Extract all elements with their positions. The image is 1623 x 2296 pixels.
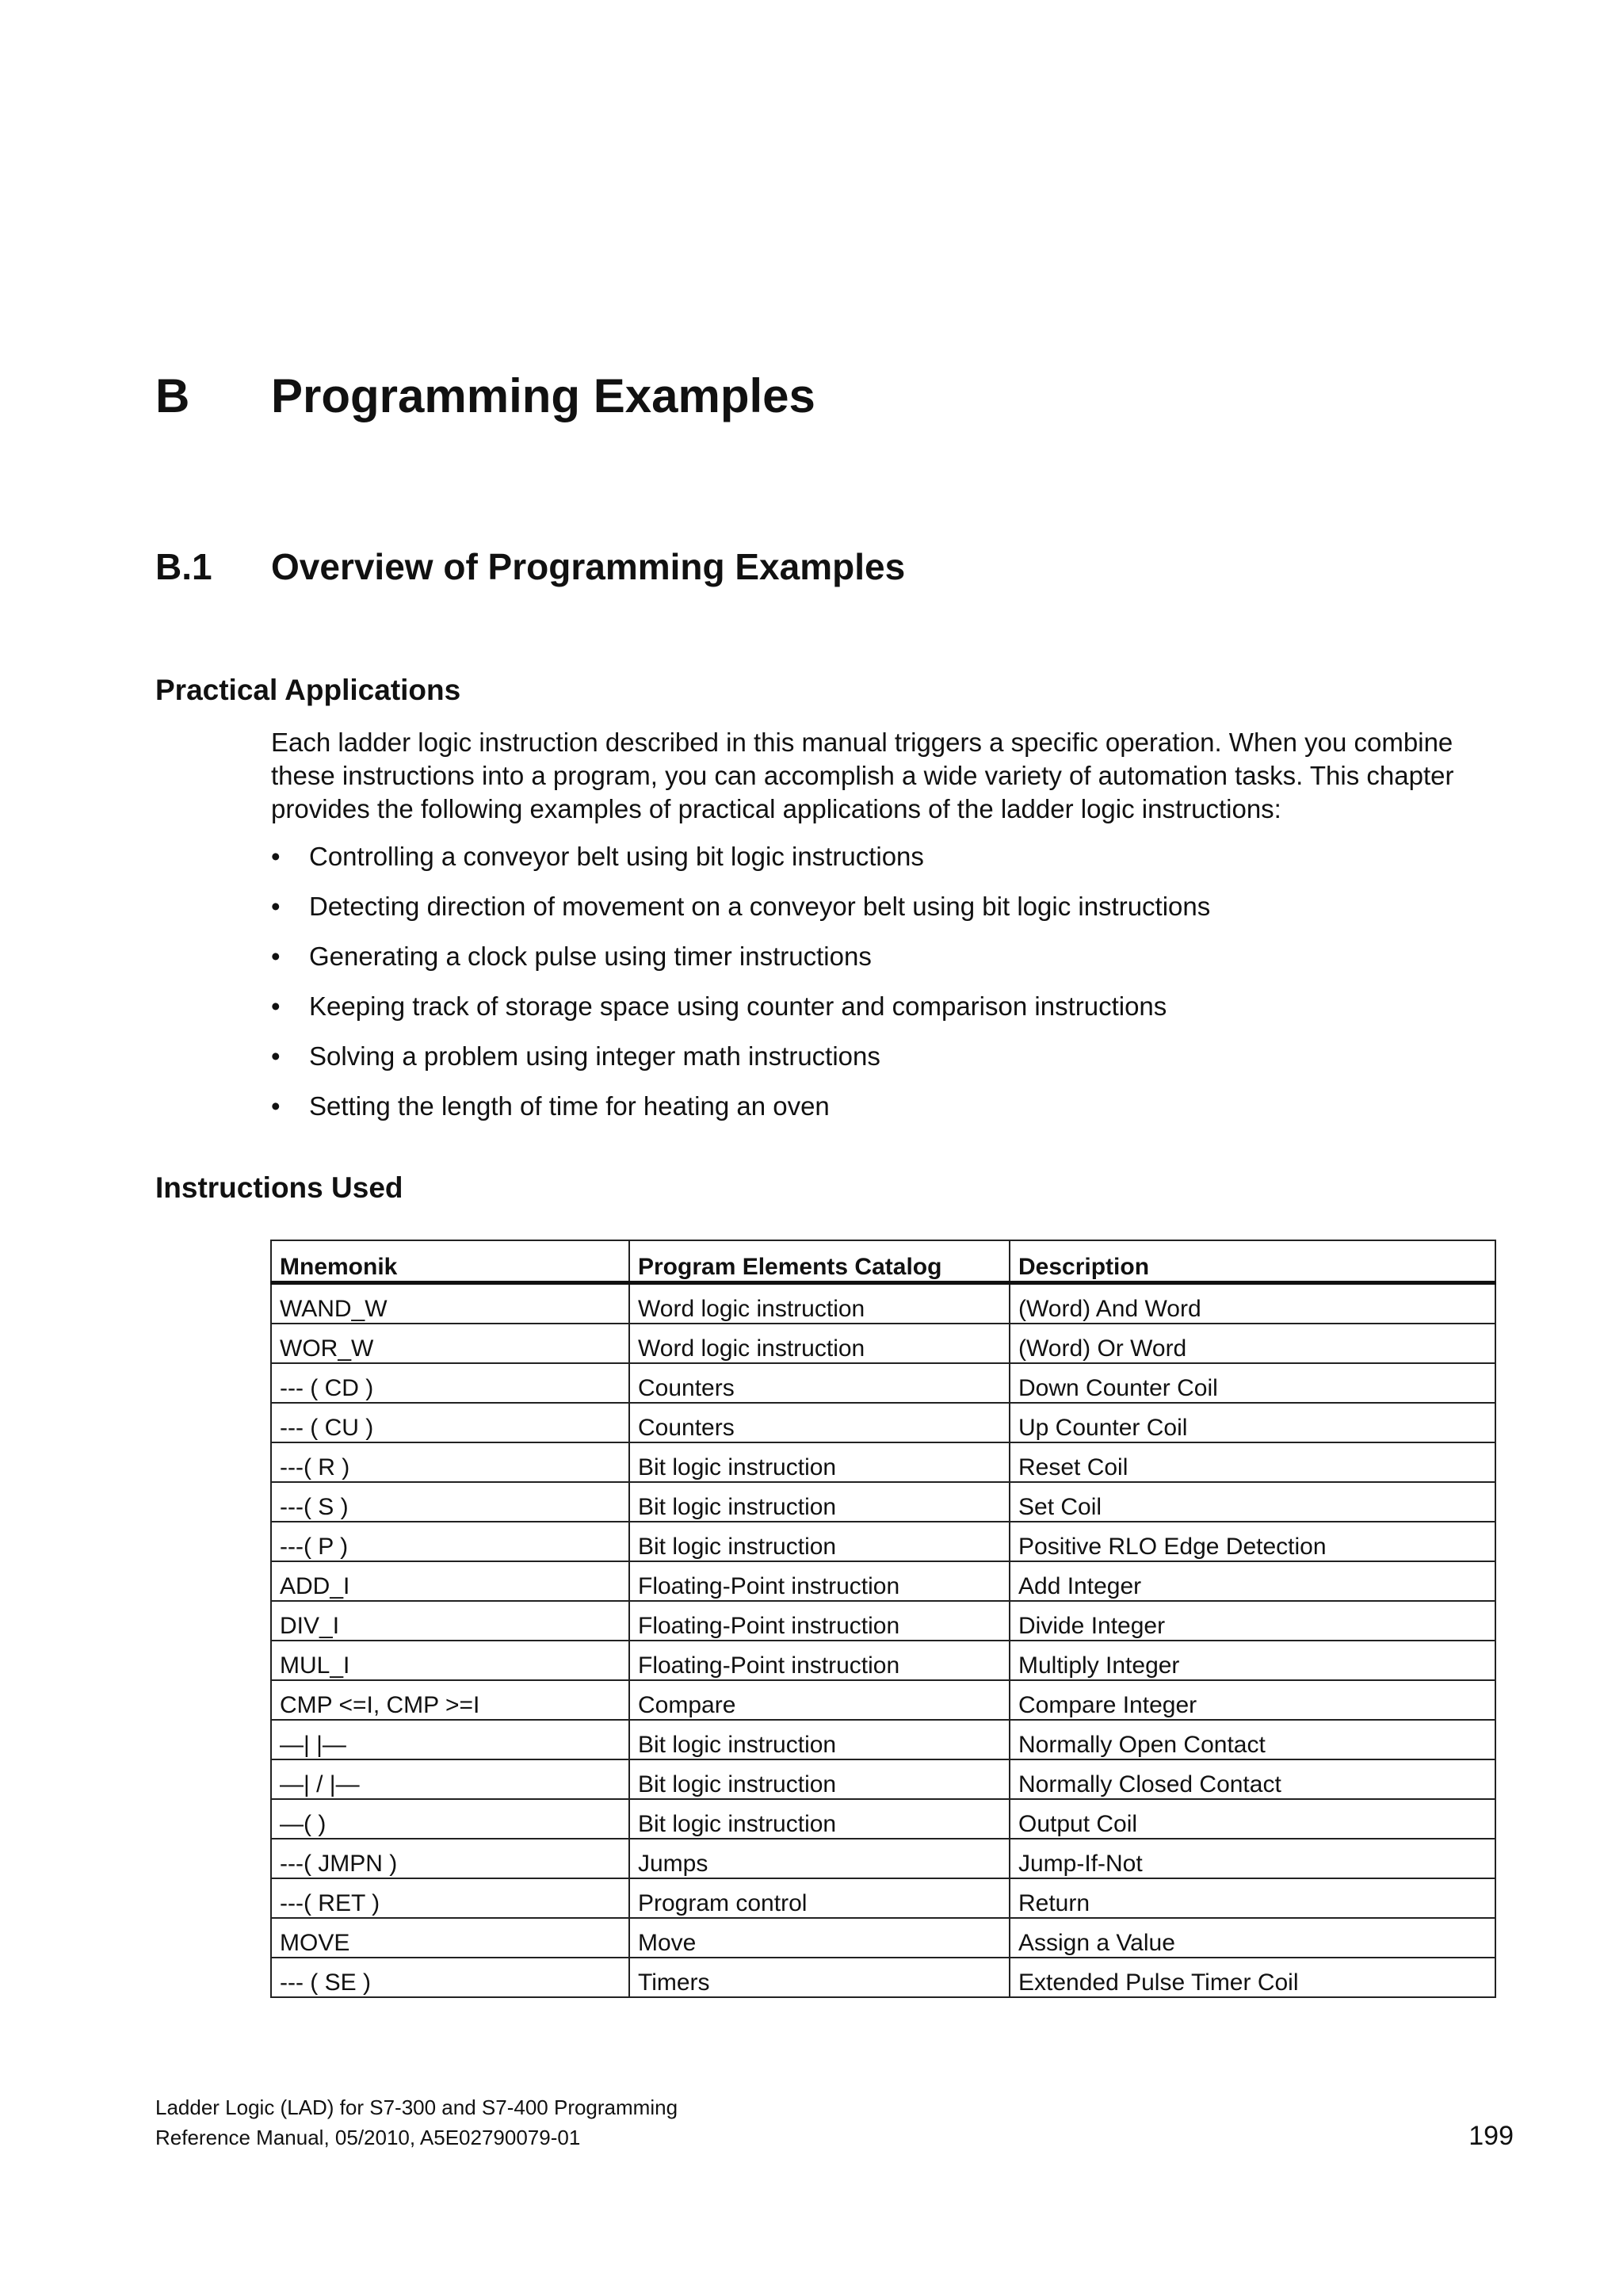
cell-description: Multiply Integer [1010,1641,1495,1680]
cell-description: Extended Pulse Timer Coil [1010,1958,1495,1997]
table-row [271,1878,1495,1918]
cell-description: Set Coil [1010,1482,1495,1522]
cell-mnemonic: —( ) [271,1799,629,1839]
list-item [271,890,1523,923]
cell-description: Divide Integer [1010,1601,1495,1641]
list-item-text: Generating a clock pulse using timer instructions [309,942,872,971]
cell-description: Jump-If-Not [1010,1839,1495,1878]
cell-catalog: Move [629,1918,1010,1958]
cell-mnemonic: ---( R ) [271,1442,629,1482]
cell-mnemonic: ---( S ) [271,1482,629,1522]
cell-mnemonic: CMP <=I, CMP >=I [271,1680,629,1720]
list-item [271,1090,1523,1123]
cell-description: Add Integer [1010,1561,1495,1601]
table-row [271,1641,1495,1680]
list-item [271,1040,1523,1073]
table-row [271,1839,1495,1878]
list-item-text: Solving a problem using integer math instructions [309,1041,880,1071]
cell-description: Normally Closed Contact [1010,1759,1495,1799]
footer-line-2: Reference Manual, 05/2010, A5E02790079-01 [155,2126,581,2149]
table-row [271,1561,1495,1601]
cell-catalog: Floating-Point instruction [629,1561,1010,1601]
chapter-title [155,369,815,422]
cell-mnemonic: MOVE [271,1918,629,1958]
cell-mnemonic: ---( RET ) [271,1878,629,1918]
table-row [271,1363,1495,1403]
instructions-used-heading: Instructions Used [155,1171,403,1204]
cell-description: (Word) And Word [1010,1283,1495,1324]
table-row [271,1680,1495,1720]
cell-mnemonic: --- ( SE ) [271,1958,629,1997]
cell-mnemonic: —| / |— [271,1759,629,1799]
bullet-icon: • [271,942,281,971]
cell-mnemonic: --- ( CD ) [271,1363,629,1403]
cell-mnemonic: ADD_I [271,1561,629,1601]
chapter-number: B [155,369,190,422]
cell-mnemonic: ---( JMPN ) [271,1839,629,1878]
table-row [271,1720,1495,1759]
cell-catalog: Program control [629,1878,1010,1918]
cell-catalog: Counters [629,1403,1010,1442]
bullet-icon: • [271,842,281,871]
page-footer [155,2092,678,2153]
table-row [271,1522,1495,1561]
cell-description: Return [1010,1878,1495,1918]
section-title-text: Overview of Programming Examples [271,546,906,587]
practical-applications-heading: Practical Applications [155,674,461,706]
table-row [271,1442,1495,1482]
cell-catalog: Bit logic instruction [629,1720,1010,1759]
page-number: 199 [1468,2121,1514,2151]
cell-description: (Word) Or Word [1010,1324,1495,1363]
bullet-icon: • [271,892,281,921]
cell-mnemonic: --- ( CU ) [271,1403,629,1442]
cell-catalog: Bit logic instruction [629,1759,1010,1799]
cell-catalog: Word logic instruction [629,1324,1010,1363]
list-item-text: Detecting direction of movement on a conveyor belt using bit logic instructions [309,892,1211,921]
list-item [271,940,1523,973]
cell-catalog: Counters [629,1363,1010,1403]
table-row [271,1403,1495,1442]
cell-description: Compare Integer [1010,1680,1495,1720]
cell-description: Up Counter Coil [1010,1403,1495,1442]
column-header-mnemonic: Mnemonik [271,1240,629,1283]
table-header-row [271,1240,1495,1283]
cell-catalog: Word logic instruction [629,1283,1010,1324]
cell-catalog: Timers [629,1958,1010,1997]
table-row [271,1324,1495,1363]
examples-list [271,840,1523,1123]
footer-line-1: Ladder Logic (LAD) for S7-300 and S7-400 Programming [155,2095,678,2119]
cell-catalog: Jumps [629,1839,1010,1878]
cell-description: Positive RLO Edge Detection [1010,1522,1495,1561]
cell-catalog: Bit logic instruction [629,1799,1010,1839]
list-item [271,840,1523,873]
bullet-icon: • [271,1091,281,1121]
cell-description: Assign a Value [1010,1918,1495,1958]
chapter-title-text: Programming Examples [271,369,815,422]
instructions-table [270,1240,1496,1998]
cell-catalog: Bit logic instruction [629,1442,1010,1482]
cell-description: Normally Open Contact [1010,1720,1495,1759]
cell-mnemonic: MUL_I [271,1641,629,1680]
cell-catalog: Bit logic instruction [629,1522,1010,1561]
list-item-text: Controlling a conveyor belt using bit logic instructions [309,842,924,871]
section-number: B.1 [155,546,212,587]
table-row [271,1283,1495,1324]
cell-catalog: Compare [629,1680,1010,1720]
list-item [271,990,1523,1023]
cell-description: Down Counter Coil [1010,1363,1495,1403]
cell-mnemonic: —| |— [271,1720,629,1759]
bullet-icon: • [271,1041,281,1071]
table-row [271,1759,1495,1799]
section-title [155,548,905,585]
table-row [271,1601,1495,1641]
cell-catalog: Floating-Point instruction [629,1641,1010,1680]
table-body [271,1283,1495,1998]
cell-description: Reset Coil [1010,1442,1495,1482]
bullet-icon: • [271,991,281,1021]
list-item-text: Keeping track of storage space using counter and comparison instructions [309,991,1167,1021]
cell-catalog: Floating-Point instruction [629,1601,1010,1641]
cell-mnemonic: WAND_W [271,1283,629,1324]
column-header-catalog: Program Elements Catalog [629,1240,1010,1283]
table-row [271,1918,1495,1958]
table-row [271,1958,1495,1997]
column-header-description: Description [1010,1240,1495,1283]
cell-mnemonic: DIV_I [271,1601,629,1641]
table-row [271,1482,1495,1522]
cell-mnemonic: WOR_W [271,1324,629,1363]
cell-mnemonic: ---( P ) [271,1522,629,1561]
cell-catalog: Bit logic instruction [629,1482,1010,1522]
practical-applications-body [271,726,1523,1140]
table-row [271,1799,1495,1839]
cell-description: Output Coil [1010,1799,1495,1839]
list-item-text: Setting the length of time for heating an oven [309,1091,830,1121]
intro-paragraph: Each ladder logic instruction described in this manual triggers a specific operation. When you combine these instructions into a program, you can accomplish a wide variety of automation tasks. This chapter provides the following examples of practical applications of the ladder logic instructions: [271,728,1454,823]
